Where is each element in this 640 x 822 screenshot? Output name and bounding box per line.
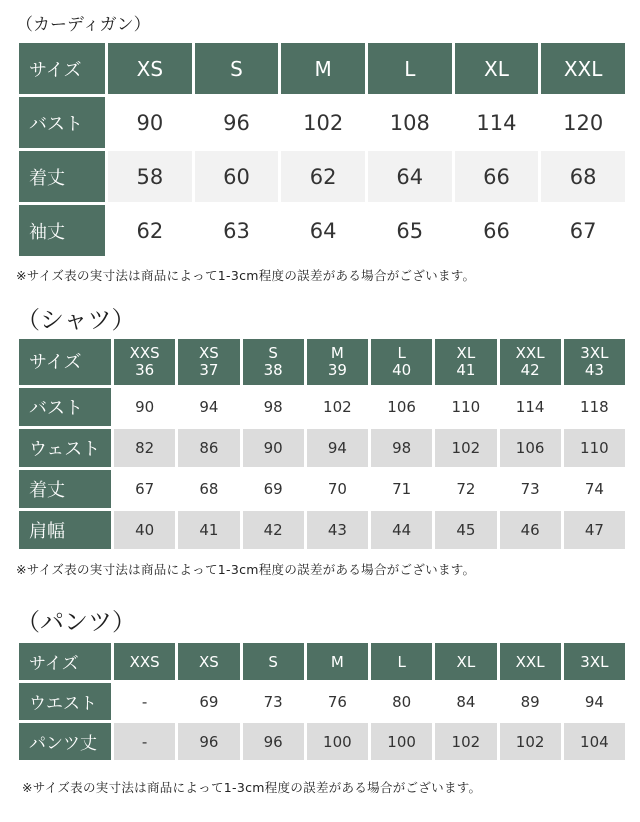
table-cell: 100	[371, 723, 432, 760]
size-number: 36	[135, 361, 155, 379]
table-cell: 106	[371, 388, 432, 426]
table-header-row	[19, 43, 625, 94]
header-cell: L	[368, 43, 452, 94]
size-number: 42	[520, 361, 540, 379]
table-cell: 96	[243, 723, 304, 760]
header-cell: XXL	[500, 643, 561, 680]
row-label: 着丈	[19, 151, 105, 202]
table-cell: 68	[178, 470, 239, 508]
table-cell: -	[114, 723, 175, 760]
table-cell: 46	[500, 511, 561, 549]
table-cell: 94	[307, 429, 368, 467]
header-cell	[371, 339, 432, 385]
table-row	[19, 97, 625, 148]
table-cell: 69	[243, 470, 304, 508]
table-row	[19, 388, 625, 426]
size-name: XXL	[515, 344, 545, 362]
header-cell: XS	[178, 643, 239, 680]
table-cell: 71	[371, 470, 432, 508]
table-cell: 104	[564, 723, 625, 760]
table-cell: 58	[108, 151, 192, 202]
header-cell: XL	[435, 643, 496, 680]
table-cell: 64	[281, 205, 365, 256]
table-cell: 66	[455, 205, 539, 256]
table-cell: 74	[564, 470, 625, 508]
table-cell: -	[114, 683, 175, 720]
pants-size-table	[16, 640, 628, 763]
table-cell: 73	[243, 683, 304, 720]
size-name: 3XL	[580, 344, 609, 362]
table-cell: 114	[500, 388, 561, 426]
table-row	[19, 511, 625, 549]
row-label: 袖丈	[19, 205, 105, 256]
size-name: XXS	[129, 344, 160, 362]
header-cell	[178, 339, 239, 385]
header-cell: サイズ	[19, 43, 105, 94]
header-cell	[564, 339, 625, 385]
size-number: 40	[392, 361, 412, 379]
table-cell: 94	[564, 683, 625, 720]
size-number: 41	[456, 361, 476, 379]
table-cell: 66	[455, 151, 539, 202]
pants-note: ※サイズ表の実寸法は商品によって1-3cm程度の誤差がある場合がございます。	[22, 780, 482, 795]
table-cell: 90	[108, 97, 192, 148]
table-cell: 64	[368, 151, 452, 202]
table-cell: 72	[435, 470, 496, 508]
table-cell: 82	[114, 429, 175, 467]
table-cell: 73	[500, 470, 561, 508]
table-cell: 80	[371, 683, 432, 720]
table-cell: 110	[435, 388, 496, 426]
table-cell: 67	[114, 470, 175, 508]
table-row	[19, 470, 625, 508]
row-label: ウエスト	[19, 683, 111, 720]
shirt-note: ※サイズ表の実寸法は商品によって1-3cm程度の誤差がある場合がございます。	[16, 562, 476, 577]
header-cell: S	[243, 643, 304, 680]
table-cell: 114	[455, 97, 539, 148]
size-name: S	[268, 344, 278, 362]
header-cell: M	[281, 43, 365, 94]
table-cell: 110	[564, 429, 625, 467]
table-header-row	[19, 339, 625, 385]
table-row	[19, 205, 625, 256]
header-cell: XL	[455, 43, 539, 94]
table-cell: 102	[500, 723, 561, 760]
table-cell: 68	[541, 151, 625, 202]
table-cell: 41	[178, 511, 239, 549]
table-cell: 96	[195, 97, 279, 148]
table-cell: 120	[541, 97, 625, 148]
table-cell: 62	[281, 151, 365, 202]
table-cell: 62	[108, 205, 192, 256]
table-cell: 60	[195, 151, 279, 202]
header-cell: L	[371, 643, 432, 680]
table-cell: 63	[195, 205, 279, 256]
size-number: 38	[263, 361, 283, 379]
pants-title: （パンツ）	[16, 608, 136, 636]
cardigan-size-table	[16, 40, 628, 259]
row-label: パンツ丈	[19, 723, 111, 760]
table-cell: 102	[435, 429, 496, 467]
table-row	[19, 429, 625, 467]
cardigan-note: ※サイズ表の実寸法は商品によって1-3cm程度の誤差がある場合がございます。	[16, 268, 476, 283]
row-label: バスト	[19, 388, 111, 426]
row-label: 肩幅	[19, 511, 111, 549]
header-cell: 3XL	[564, 643, 625, 680]
row-label: ウェスト	[19, 429, 111, 467]
header-cell: XS	[108, 43, 192, 94]
size-number: 39	[327, 361, 347, 379]
table-cell: 86	[178, 429, 239, 467]
table-cell: 102	[435, 723, 496, 760]
table-cell: 42	[243, 511, 304, 549]
header-cell	[500, 339, 561, 385]
size-number: 43	[584, 361, 604, 379]
table-cell: 108	[368, 97, 452, 148]
table-cell: 67	[541, 205, 625, 256]
table-cell: 89	[500, 683, 561, 720]
shirt-size-table	[16, 336, 628, 552]
header-cell: サイズ	[19, 339, 111, 385]
table-cell: 102	[281, 97, 365, 148]
row-label: バスト	[19, 97, 105, 148]
header-cell: サイズ	[19, 643, 111, 680]
table-header-row	[19, 643, 625, 680]
table-cell: 65	[368, 205, 452, 256]
table-cell: 102	[307, 388, 368, 426]
size-name: M	[330, 344, 344, 362]
table-cell: 106	[500, 429, 561, 467]
cardigan-title: （カーディガン）	[16, 15, 151, 35]
table-cell: 100	[307, 723, 368, 760]
header-cell: S	[195, 43, 279, 94]
size-name: L	[397, 344, 406, 362]
table-cell: 76	[307, 683, 368, 720]
header-cell	[307, 339, 368, 385]
shirt-title: （シャツ）	[16, 306, 136, 334]
table-row	[19, 151, 625, 202]
table-row	[19, 683, 625, 720]
table-cell: 40	[114, 511, 175, 549]
header-cell: XXL	[541, 43, 625, 94]
header-cell	[435, 339, 496, 385]
table-cell: 43	[307, 511, 368, 549]
size-name: XL	[456, 344, 476, 362]
table-cell: 90	[243, 429, 304, 467]
table-cell: 90	[114, 388, 175, 426]
table-cell: 45	[435, 511, 496, 549]
table-cell: 69	[178, 683, 239, 720]
table-cell: 96	[178, 723, 239, 760]
table-cell: 98	[243, 388, 304, 426]
table-cell: 44	[371, 511, 432, 549]
table-cell: 98	[371, 429, 432, 467]
size-name: XS	[198, 344, 219, 362]
table-cell: 118	[564, 388, 625, 426]
size-number: 37	[199, 361, 219, 379]
table-cell: 70	[307, 470, 368, 508]
table-cell: 94	[178, 388, 239, 426]
table-cell: 84	[435, 683, 496, 720]
header-cell	[243, 339, 304, 385]
header-cell	[114, 339, 175, 385]
header-cell: XXS	[114, 643, 175, 680]
table-cell: 47	[564, 511, 625, 549]
header-cell: M	[307, 643, 368, 680]
row-label: 着丈	[19, 470, 111, 508]
table-row	[19, 723, 625, 760]
